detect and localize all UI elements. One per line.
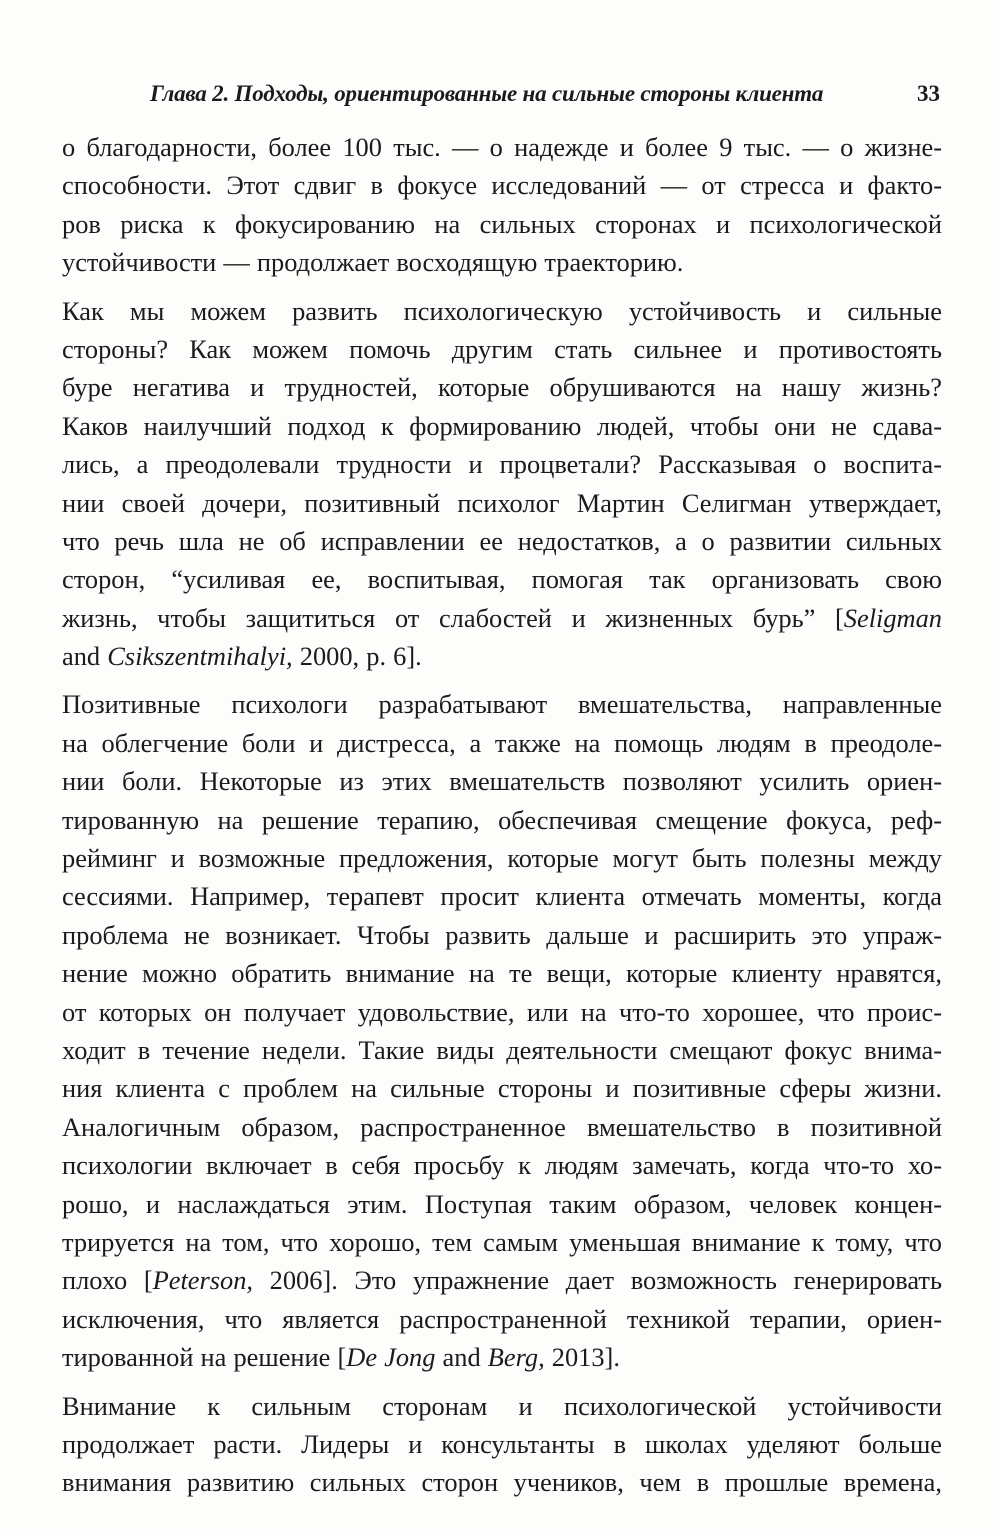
text-line: ния клиента с проблем на сильные стороны и позитивные сферы жизни. <box>62 1073 942 1104</box>
text-line: нение можно обратить внимание на те вещи, которые клиенту нравятся, <box>62 958 942 989</box>
text-line: рейминг и возможные предложения, которые могут быть полезны между <box>62 843 942 874</box>
text-line: способности. Этот сдвиг в фокусе исследований — от стресса и факто- <box>62 170 942 201</box>
text-line: тированную на решение терапию, обеспечивая смещение фокуса, реф- <box>62 804 942 835</box>
text-line: лись, а преодолевали трудности и процветали? Рассказывая о воспита- <box>62 449 942 480</box>
paragraph <box>62 128 942 282</box>
text-line: на облегчение боли и дистресса, а также на помощь людям в преодоле- <box>62 727 942 758</box>
text-line: ров риска к фокусированию на сильных сторонах и психологической <box>62 208 942 239</box>
text-fragment: 2006]. Это упражнение дает возможность генерировать <box>253 1265 942 1296</box>
paragraph <box>62 1387 942 1502</box>
chapter-title: Глава 2. Подходы, ориентированные на сильные стороны клиента <box>150 81 824 106</box>
text-line: внимания развитию сильных сторон учеников, чем в прошлые времена, <box>62 1467 942 1498</box>
text-line: от которых он получает удовольствие, или на что-то хорошее, что проис- <box>62 996 942 1027</box>
text-line: Как мы можем развить психологическую устойчивость и сильные <box>62 295 942 326</box>
text-line: нии своей дочери, позитивный психолог Мартин Селигман утверждает, <box>62 487 942 518</box>
paragraph <box>62 685 942 1376</box>
text-line: что речь шла не об исправлении ее недостатков, а о развитии сильных <box>62 525 942 556</box>
text-line <box>62 1261 942 1299</box>
text-line: ходит в течение недели. Такие виды деятельности смещают фокус внима- <box>62 1034 942 1065</box>
body-text <box>62 128 942 1502</box>
text-line: продолжает расти. Лидеры и консультанты в школах уделяют больше <box>62 1428 942 1459</box>
text-line: проблема не возникает. Чтобы развить дальше и расширить это упраж- <box>62 919 942 950</box>
text-fragment: тированной на решение [ <box>62 1342 347 1373</box>
text-line: исключения, что является распространенной техникой терапии, ориен- <box>62 1303 942 1334</box>
text-line: психологии включает в себя просьбу к людям замечать, когда что-то хо- <box>62 1150 942 1181</box>
citation-author: Seligman <box>843 602 942 633</box>
text-line: сторон, “усиливая ее, воспитывая, помогая так организовать свою <box>62 564 942 595</box>
paragraph <box>62 292 942 676</box>
citation-author: Csikszentmihalyi, <box>107 641 293 672</box>
text-line: буре негатива и трудностей, которые обрушиваются на нашу жизнь? <box>62 372 942 403</box>
page-number: 33 <box>917 81 940 106</box>
citation-author: Berg, <box>487 1342 545 1373</box>
text-line: сессиями. Например, терапевт просит клиента отмечать моменты, когда <box>62 881 942 912</box>
text-line <box>62 1338 942 1376</box>
text-fragment: жизнь, чтобы защититься от слабостей и жизненных бурь” [ <box>62 602 844 633</box>
text-fragment: 2000, p. 6]. <box>292 641 422 672</box>
citation-author: De Jong <box>346 1342 436 1373</box>
text-line: Каков наилучший подход к формированию людей, чтобы они не сдава- <box>62 410 942 441</box>
text-line: стороны? Как можем помочь другим стать сильнее и противостоять <box>62 333 942 364</box>
citation-author: Peterson, <box>152 1265 254 1296</box>
text-line: рошо, и наслаждаться этим. Поступая таким образом, человек концен- <box>62 1188 942 1219</box>
text-line: трируется на том, что хорошо, тем самым уменьшая внимание к тому, что <box>62 1226 942 1257</box>
text-fragment: and <box>62 641 108 672</box>
text-line <box>62 637 942 675</box>
running-header <box>150 78 940 110</box>
text-line: нии боли. Некоторые из этих вмешательств позволяют усилить ориен- <box>62 766 942 797</box>
text-fragment: плохо [ <box>62 1265 153 1296</box>
text-line: Аналогичным образом, распространенное вмешательство в позитивной <box>62 1111 942 1142</box>
text-fragment: 2013]. <box>544 1342 620 1373</box>
text-line <box>62 599 942 637</box>
text-line: устойчивости — продолжает восходящую траекторию. <box>62 247 684 278</box>
text-line: Позитивные психологи разрабатывают вмешательства, направленные <box>62 689 942 720</box>
text-line: о благодарности, более 100 тыс. — о надежде и более 9 тыс. — о жизне- <box>62 132 942 162</box>
text-fragment: and <box>435 1342 488 1373</box>
text-line: Внимание к сильным сторонам и психологической устойчивости <box>62 1390 942 1421</box>
